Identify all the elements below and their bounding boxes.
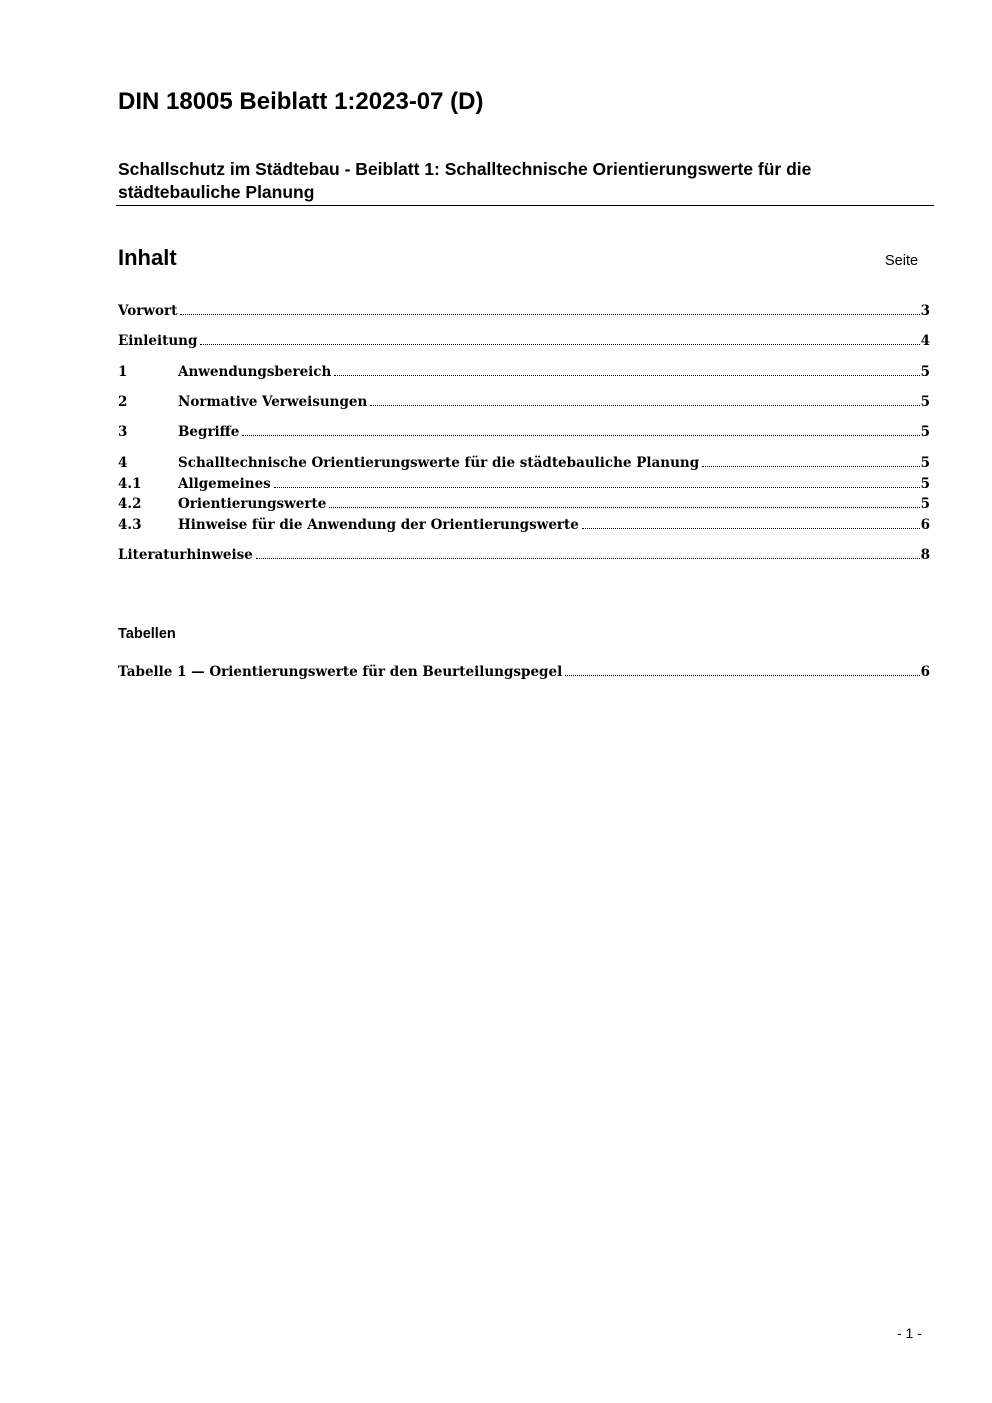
toc-entry-number: 4.3 <box>118 517 142 533</box>
toc-entry-2[interactable] <box>118 394 930 414</box>
toc-entry-1[interactable] <box>118 364 930 384</box>
toc-entry-number: 4 <box>118 455 128 471</box>
toc-entry-3[interactable] <box>118 424 930 444</box>
toc-entry-text: Orientierungswerte <box>178 496 327 512</box>
toc-entry-text: Vorwort <box>118 303 178 319</box>
title-divider <box>116 205 934 206</box>
toc-entry-page: 6 <box>920 517 930 533</box>
toc-entry-text: Begriffe <box>178 424 240 440</box>
toc-entry-text: Normative Verweisungen <box>178 394 368 410</box>
toc-entry-number: 3 <box>118 424 128 440</box>
toc-heading: Inhalt <box>118 245 177 270</box>
page-column-label: Seite <box>885 253 919 269</box>
toc-entry-text: Einleitung <box>118 333 198 349</box>
dot-leader <box>242 435 919 436</box>
table-entry-1[interactable] <box>118 664 930 684</box>
toc-entry-number: 4.1 <box>118 476 142 492</box>
toc-entry-number: 4.2 <box>118 496 142 512</box>
dot-leader <box>702 466 919 467</box>
toc-entry-4-1[interactable] <box>118 476 930 496</box>
dot-leader <box>256 558 920 559</box>
toc-entry-page: 5 <box>920 496 930 512</box>
toc-entry-text: Literaturhinweise <box>118 547 253 563</box>
toc-entry-vorwort[interactable] <box>118 303 930 323</box>
toc-entry-text: Schalltechnische Orientierungswerte für die städtebauliche Planung <box>178 455 700 471</box>
dot-leader <box>180 314 919 315</box>
table-entry-page: 6 <box>920 664 930 680</box>
document-title: DIN 18005 Beiblatt 1:2023-07 (D) <box>118 88 484 115</box>
toc-entry-4-3[interactable] <box>118 517 930 537</box>
toc-entry-page: 5 <box>920 394 930 410</box>
toc-entry-page: 4 <box>920 333 930 349</box>
dot-leader <box>334 375 919 376</box>
toc-entry-page: 5 <box>920 364 930 380</box>
dot-leader <box>329 507 919 508</box>
dot-leader <box>274 487 920 488</box>
toc-entry-page: 5 <box>920 476 930 492</box>
toc-entry-4[interactable] <box>118 455 930 475</box>
dot-leader <box>370 405 919 406</box>
document-subtitle: Schallschutz im Städtebau - Beiblatt 1: Schalltechnische Orientierungswerte für die städtebauliche Planung <box>118 159 812 202</box>
tables-heading: Tabellen <box>118 626 176 642</box>
table-entry-text: Tabelle 1 — Orientierungswerte für den Beurteilungspegel <box>118 664 563 680</box>
dot-leader <box>582 528 920 529</box>
footer-page-number: - 1 - <box>897 1325 922 1341</box>
toc-entry-number: 1 <box>118 364 128 380</box>
toc-entry-text: Hinweise für die Anwendung der Orientierungswerte <box>178 517 579 533</box>
toc-entry-text: Allgemeines <box>178 476 271 492</box>
toc-entry-einleitung[interactable] <box>118 333 930 353</box>
dot-leader <box>565 675 919 676</box>
toc-entry-page: 8 <box>920 547 930 563</box>
toc-entry-number: 2 <box>118 394 128 410</box>
toc-entry-page: 3 <box>920 303 930 319</box>
toc-entry-page: 5 <box>920 424 930 440</box>
toc-entry-4-2[interactable] <box>118 496 930 516</box>
toc-entry-page: 5 <box>920 455 930 471</box>
dot-leader <box>200 344 919 345</box>
toc-entry-text: Anwendungsbereich <box>178 364 332 380</box>
toc-entry-literaturhinweise[interactable] <box>118 547 930 567</box>
